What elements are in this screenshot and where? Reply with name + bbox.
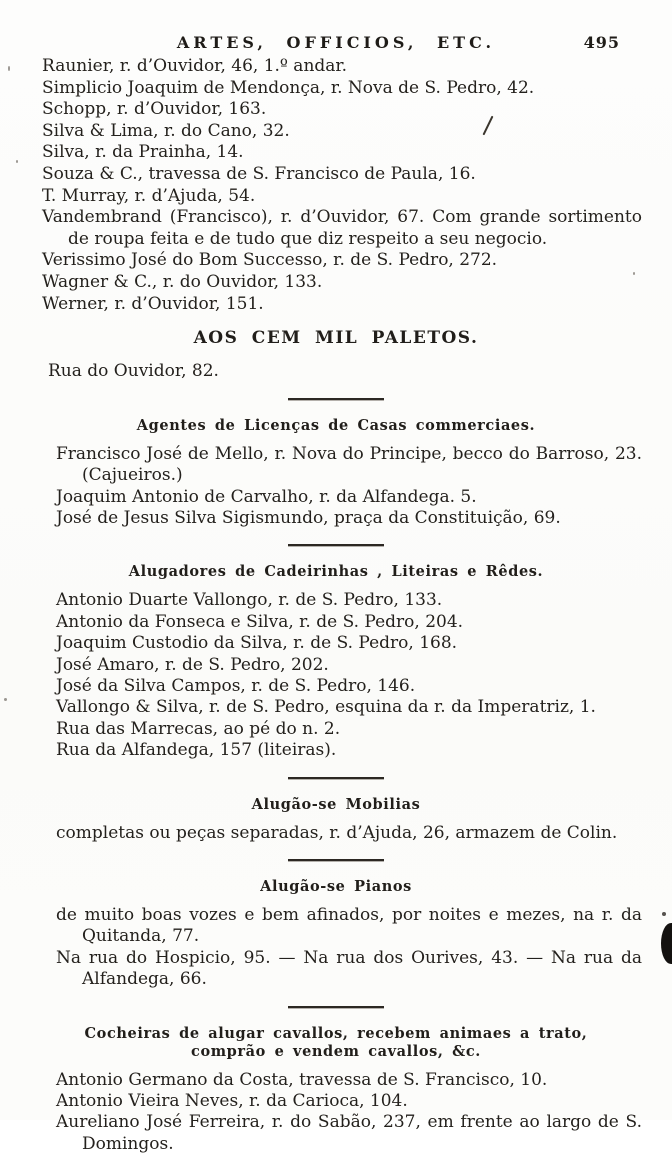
directory-entry: de muito boas vozes e bem afinados, por noites e mezes, na r. da Quitanda, 77. [56,905,642,947]
directory-entry: José da Silva Campos, r. de S. Pedro, 146. [56,675,416,696]
section-heading: Alugão-se Pianos [260,878,412,895]
directory-entry: Werner, r. d’Ouvidor, 151. [42,293,264,314]
section-divider [288,777,384,779]
page-number: 495 [583,33,620,52]
scan-speck [16,160,18,163]
directory-entry: Antonio Vieira Neves, r. da Carioca, 104. [56,1091,408,1112]
directory-entry: Antonio da Fonseca e Silva, r. de S. Pedro, 204. [56,611,464,632]
artes-officios-entry-list [42,56,642,315]
directory-entry: Aureliano José Ferreira, r. do Sabão, 237, em frente ao largo de S. Domingos. [56,1112,642,1154]
directory-entry: Antonio Duarte Vallongo, r. de S. Pedro, 133. [56,590,443,611]
directory-entry: Raunier, r. d’Ouvidor, 46, 1.º andar. [42,56,348,76]
directory-entry: Silva & Lima, r. do Cano, 32. [42,120,290,141]
scan-speck [8,66,10,71]
directory-entry: Souza & C., travessa de S. Francisco de Paula, 16. [42,163,476,184]
running-title: ARTES, OFFICIOS, ETC. [176,33,496,52]
directory-entry: Vallongo & Silva, r. de S. Pedro, esquina da r. da Imperatriz, 1. [56,697,596,718]
directory-entry: Rua da Alfandega, 157 (liteiras). [56,740,337,761]
section-agentes-licencas [0,417,672,530]
directory-entry: T. Murray, r. d’Ajuda, 54. [42,185,256,206]
shop-name-heading: AOS CEM MIL PALETOS. [193,328,479,349]
section-body [56,1070,642,1155]
section-divider [288,544,384,546]
directory-entry: Joaquim Custodio da Silva, r. de S. Pedro, 168. [56,633,458,654]
scan-speck [4,698,7,701]
section-divider [288,398,384,400]
directory-entry: Francisco José de Mello, r. Nova do Principe, becco do Barroso, 23. (Cajueiros.) [56,443,642,486]
directory-entry: completas ou peças separadas, r. d’Ajuda, 26, armazem de Colin. [56,822,618,843]
directory-entry: Schopp, r. d’Ouvidor, 163. [42,99,267,120]
directory-content [0,56,672,1155]
section-heading: Alugão-se Mobilias [251,795,421,813]
directory-entry: Simplicio Joaquim de Mendonça, r. Nova de S. Pedro, 42. [42,77,535,98]
shop-address: Rua do Ouvidor, 82. [48,361,219,382]
directory-entry: Na rua do Hospicio, 95. — Na rua dos Ourives, 43. — Na rua da Alfandega, 66. [56,947,642,990]
directory-entry: Rua das Marrecas, ao pé do n. 2. [56,718,341,739]
directory-entry: Verissimo José do Bom Successo, r. de S. Pedro, 272. [42,250,498,271]
section-heading: Alugadores de Cadeirinhas , Liteiras e Rêdes. [128,563,544,581]
section-cocheiras [0,1025,672,1155]
section-heading: Agentes de Licenças de Casas commerciaes. [136,416,536,434]
directory-entry: Joaquim Antonio de Carvalho, r. da Alfandega. 5. [56,486,477,507]
section-body [56,823,642,844]
section-alugadores-cadeirinhas [0,563,672,761]
directory-entry: Silva, r. da Prainha, 14. [42,142,244,163]
section-divider [288,1006,384,1008]
section-alugao-se-mobilias [0,796,672,844]
scan-speck [633,272,635,275]
section-body [56,444,642,530]
section-body [56,590,642,761]
section-alugao-se-pianos [0,878,672,991]
section-heading: Cocheiras de alugar cavallos, recebem animaes a trato, comprão e vendem cavallos, &c. [84,1024,588,1060]
section-body [56,905,642,991]
directory-entry: Antonio Germano da Costa, travessa de S. Francisco, 10. [56,1069,548,1090]
directory-entry: Wagner & C., r. do Ouvidor, 133. [42,271,323,292]
section-divider [288,859,384,861]
directory-entry: Vandembrand (Francisco), r. d’Ouvidor, 67. Com grande sortimento de roupa feita e de tudo que diz respeito a seu negocio. [42,207,642,249]
directory-entry: José Amaro, r. de S. Pedro, 202. [56,654,329,675]
directory-entry: José de Jesus Silva Sigismundo, praça da Constituição, 69. [56,507,561,528]
ink-speck [662,912,666,916]
